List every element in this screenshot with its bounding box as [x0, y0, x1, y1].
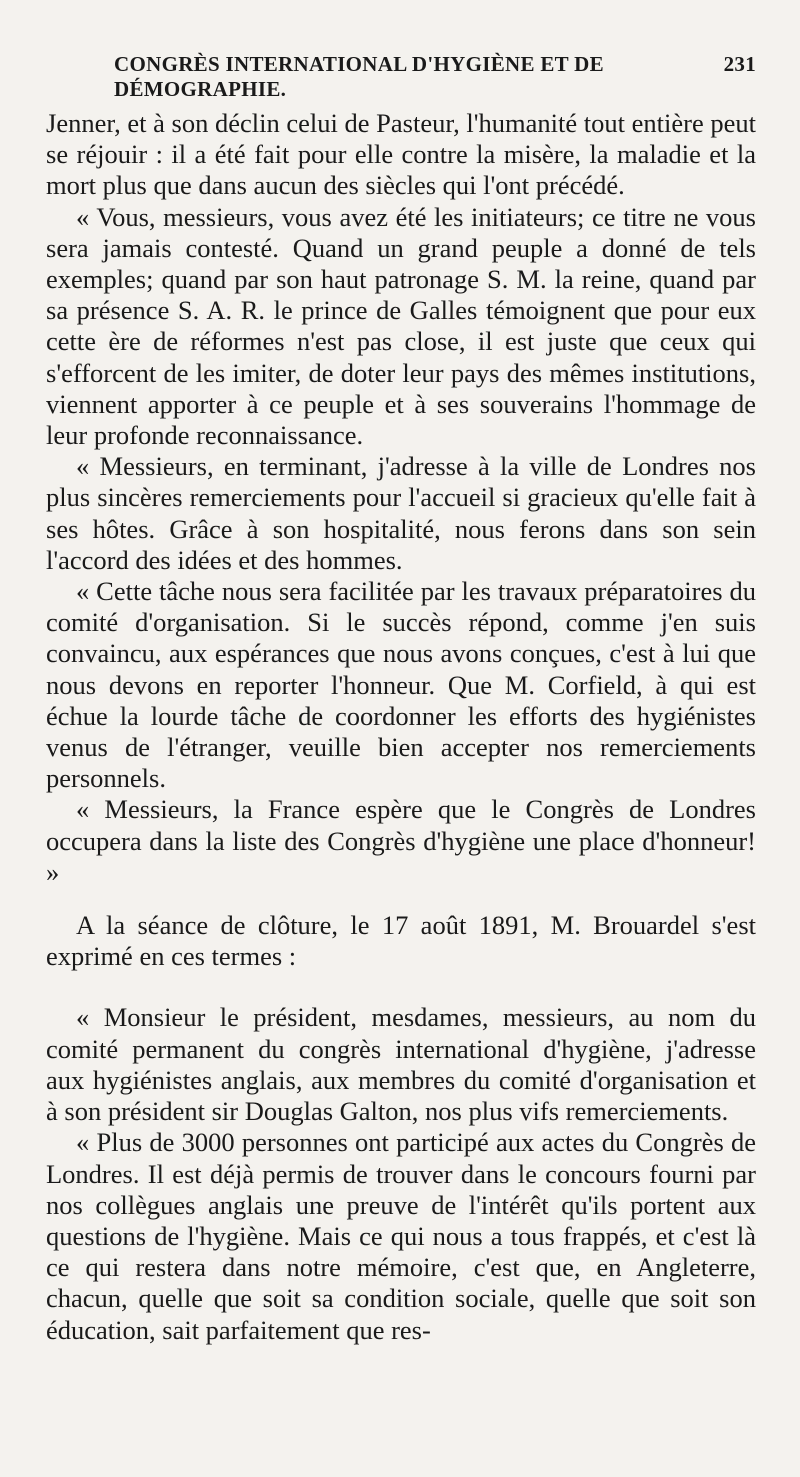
paragraph-france-hope: « Messieurs, la France espère que le Congrès de Londres occupera dans la liste des Congrès d'hygiène une place d'honneur! »: [46, 794, 756, 887]
paragraph-president-address: « Monsieur le président, mesdames, messieurs, au nom du comité permanent du congrès international d'hygiène, j'adresse aux hygiénistes anglais, aux membres du comité d'organisation et à son président sir Douglas Galton, nos plus vifs remerciements.: [46, 1002, 756, 1127]
body-text: [46, 108, 756, 1346]
paragraph-committee: « Cette tâche nous sera facilitée par les travaux préparatoires du comité d'organisation. Si le succès répond, comme j'en suis convaincu, aux espérances que nous avons conçues, c'est à lui que nous devons en reporter l'honneur. Que M. Corfield, à qui est échue la lourde tâche de coordonner les efforts des hygiénistes venus de l'étranger, veuille bien accepter nos remerciements personnels.: [46, 576, 756, 794]
paragraph-participants: « Plus de 3000 personnes ont participé aux actes du Congrès de Londres. Il est déjà permis de trouver dans le concours fourni par nos collègues anglais une preuve de l'intérêt qu'ils portent aux questions de l'hygiène. Mais ce qui nous a tous frappés, et c'est là ce qui restera dans notre mémoire, c'est que, en Angleterre, chacun, quelle que soit sa condition sociale, quelle que soit son éducation, sait parfaitement que res-: [46, 1127, 756, 1345]
running-head: [114, 52, 756, 102]
page-number: 231: [723, 52, 756, 76]
paragraph-initiators: « Vous, messieurs, vous avez été les initiateurs; ce titre ne vous sera jamais contesté. Quand un grand peuple a donné de tels exemples; quand par son haut patronage S. M. la reine, quand par sa présence S. A. R. le prince de Galles témoignent que pour eux cette ère de réformes n'est pas close, il est juste que ceux qui s'efforcent de les imiter, de doter leur pays des mêmes institutions, viennent apporter à ce peuple et à ses souverains l'hommage de leur profonde reconnaissance.: [46, 201, 756, 451]
paragraph-thanks-london: « Messieurs, en terminant, j'adresse à la ville de Londres nos plus sincères remerciements pour l'accueil si gracieux qu'elle fait à ses hôtes. Grâce à son hospitalité, nous ferons dans son sein l'accord des idées et des hommes.: [46, 451, 756, 575]
paragraph-closing-session: A la séance de clôture, le 17 août 1891, M. Brouardel s'est exprimé en ces termes :: [46, 910, 756, 972]
paragraph-continuation: Jenner, et à son déclin celui de Pasteur, l'humanité tout entière peut se réjouir : il a été fait pour elle contre la misère, la maladie et la mort plus que dans aucun des siècles qui l'ont précédé.: [46, 108, 756, 201]
running-title: CONGRÈS INTERNATIONAL D'HYGIÈNE ET DE DÉMOGRAPHIE.: [114, 52, 604, 101]
